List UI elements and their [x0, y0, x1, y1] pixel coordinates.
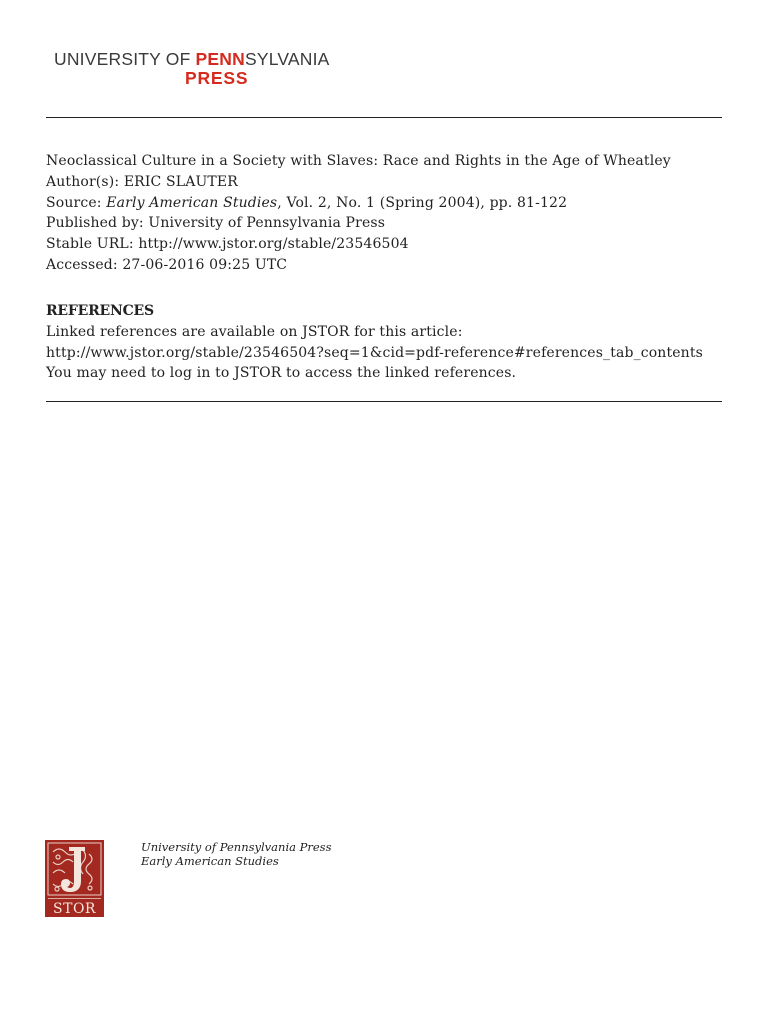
- university-of-pennsylvania-press-logo: [54, 50, 330, 88]
- references-intro: Linked references are available on JSTOR for this article:: [46, 323, 463, 340]
- source-suffix: , Vol. 2, No. 1 (Spring 2004), pp. 81-122: [277, 194, 568, 211]
- references-link[interactable]: http://www.jstor.org/stable/23546504?seq=1&cid=pdf-reference#references_tab_contents: [46, 344, 703, 361]
- top-divider: [46, 117, 722, 118]
- logo-line-1: [54, 50, 330, 69]
- published-by: Published by: University of Pennsylvania Press: [46, 215, 386, 232]
- logo-prefix: UNIVERSITY OF: [54, 49, 196, 69]
- footer-publisher: University of Pennsylvania Press: [141, 840, 332, 854]
- footer-text: [141, 840, 331, 868]
- article-source: [46, 193, 671, 214]
- accessed-date: Accessed: 27-06-2016 09:25 UTC: [46, 256, 288, 273]
- references-block: [46, 301, 703, 384]
- footer-journal: Early American Studies: [141, 854, 279, 868]
- stable-url[interactable]: Stable URL: http://www.jstor.org/stable/23546504: [46, 236, 409, 253]
- jstor-logo-text: STOR: [53, 901, 96, 917]
- logo-suffix: SYLVANIA: [244, 49, 330, 69]
- references-login-note: You may need to log in to JSTOR to access the linked references.: [46, 365, 517, 382]
- logo-line-2: PRESS: [185, 68, 249, 88]
- article-author: Author(s): ERIC SLAUTER: [46, 173, 238, 190]
- jstor-logo: [45, 840, 104, 917]
- source-prefix: Source:: [46, 194, 107, 211]
- article-title: Neoclassical Culture in a Society with Slaves: Race and Rights in the Age of Wheatley: [46, 153, 671, 169]
- source-journal: Early American Studies: [106, 194, 278, 211]
- logo-highlight: PENN: [195, 49, 245, 69]
- bottom-divider: [46, 401, 722, 402]
- citation-block: [46, 151, 671, 276]
- references-heading: REFERENCES: [46, 303, 154, 319]
